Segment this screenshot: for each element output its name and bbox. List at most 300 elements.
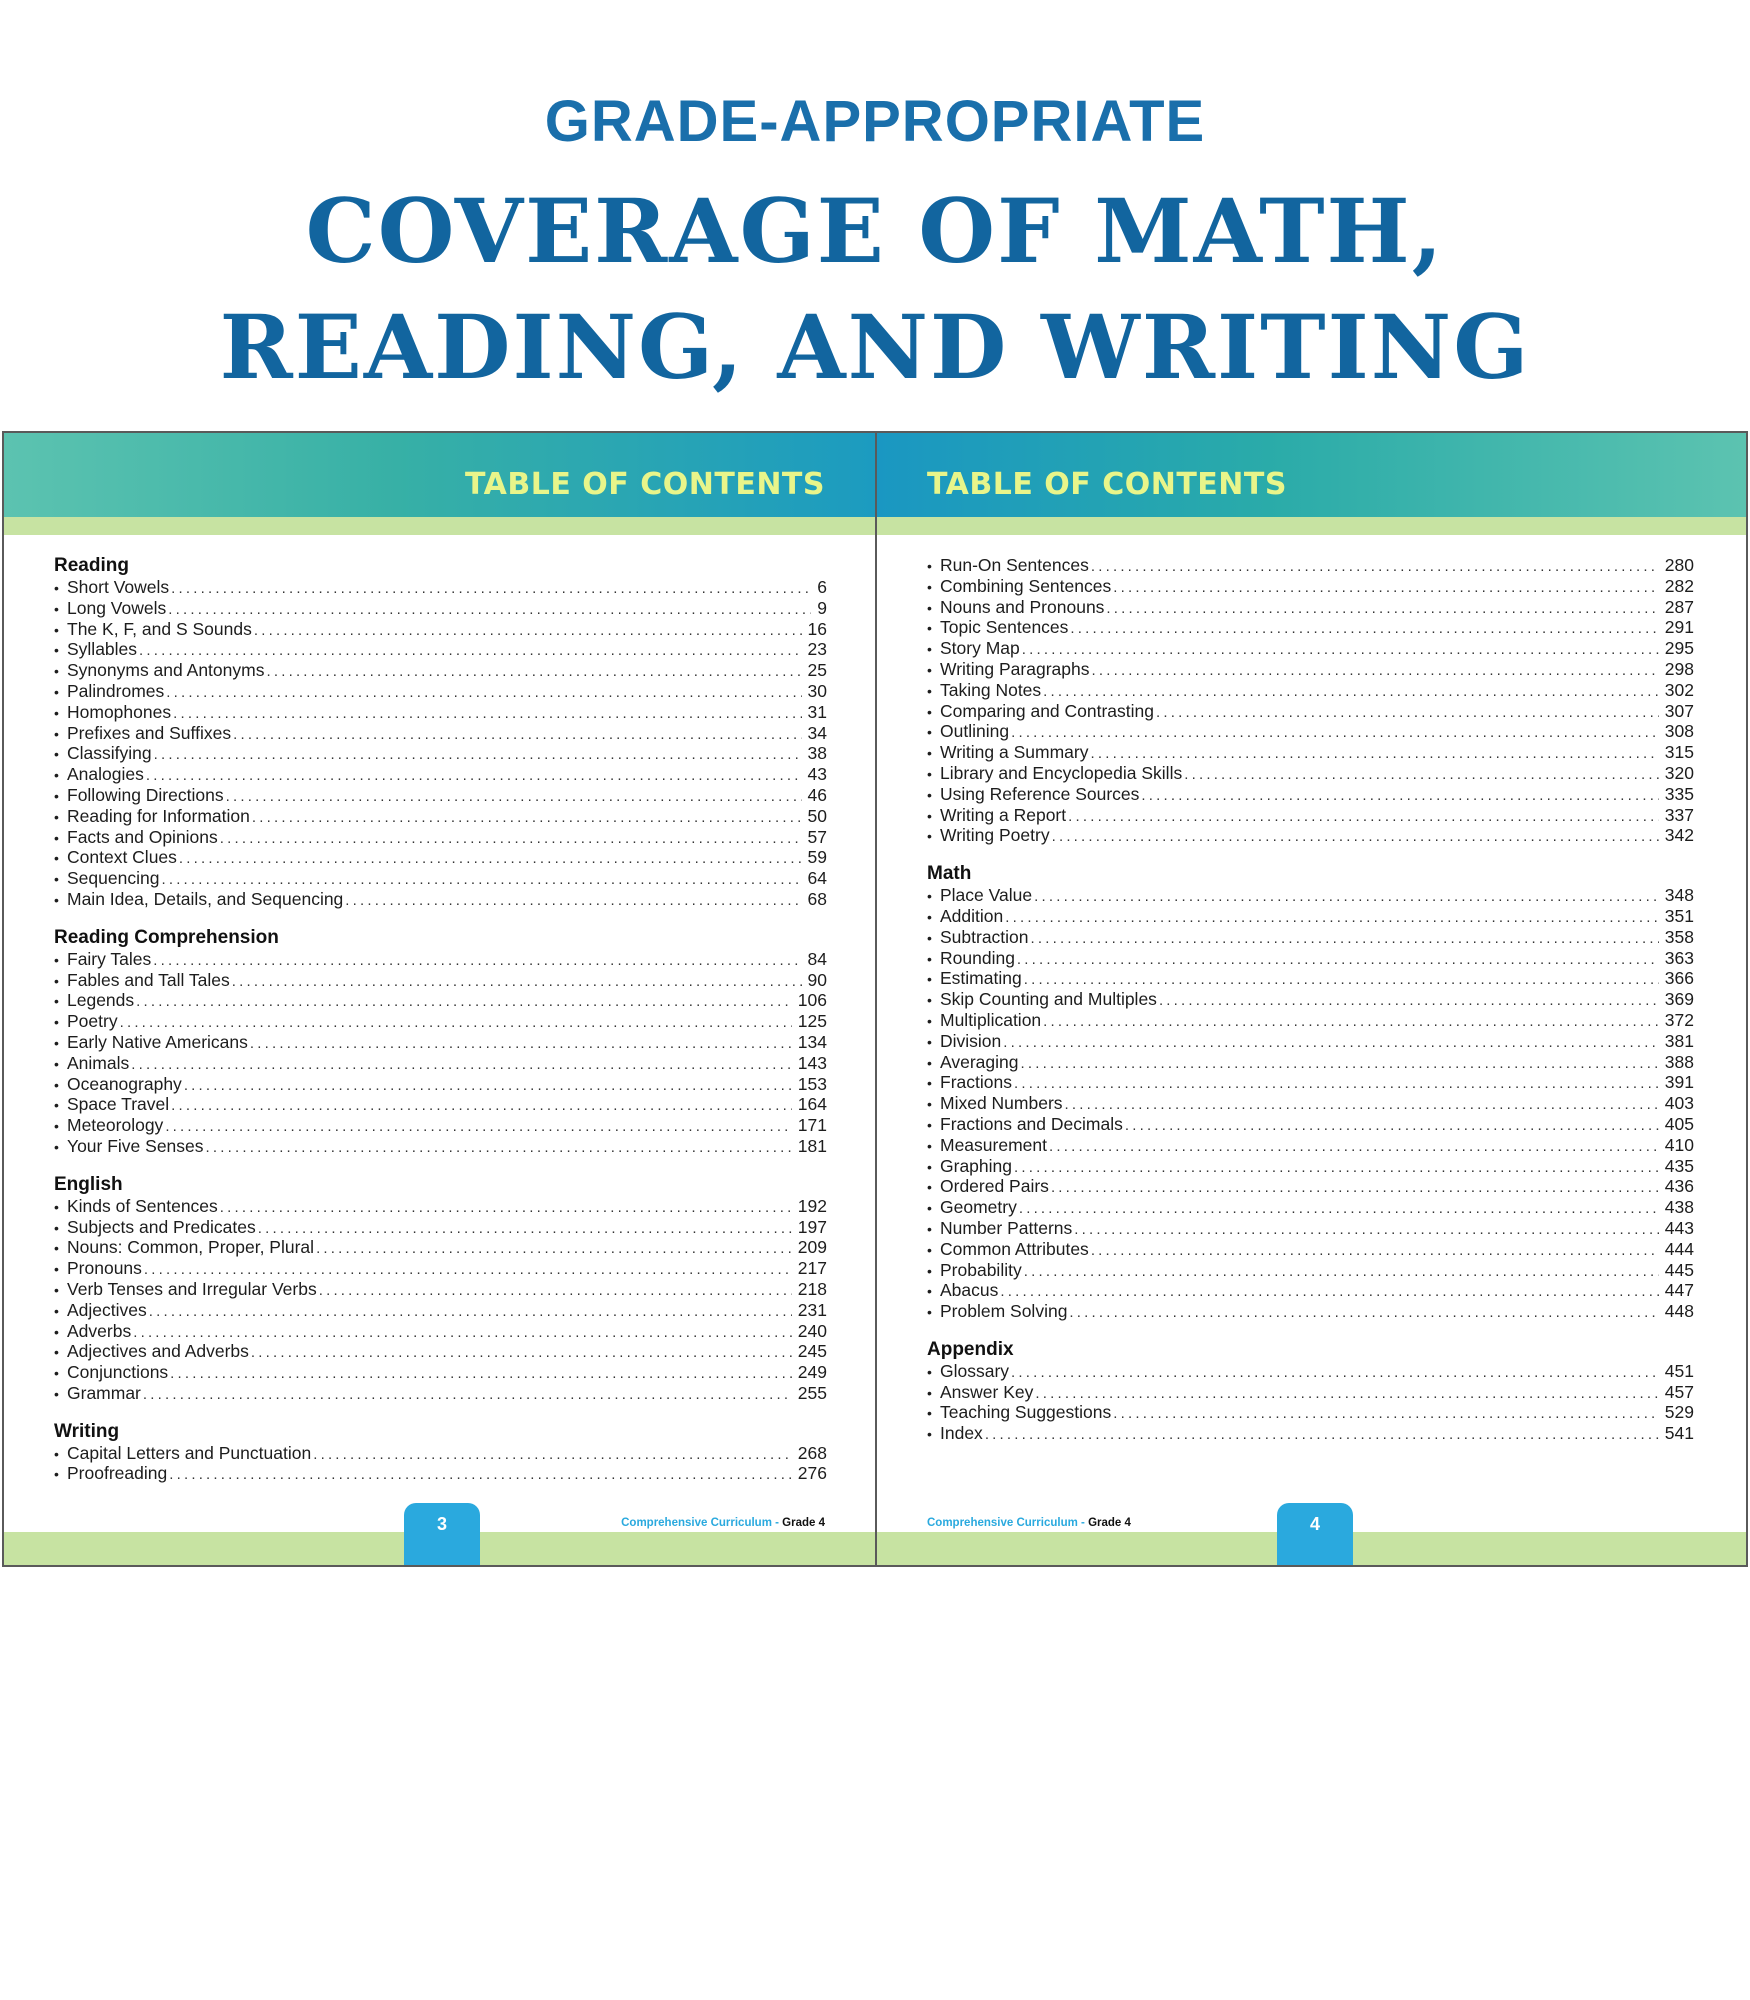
entry-page-number: 315 [1664,742,1694,763]
entry-label: Short Vowels [67,577,170,597]
dot-leader [1156,703,1659,724]
bullet-icon: • [54,1055,59,1072]
bullet-icon: • [54,1219,59,1236]
toc-entry [54,1217,827,1238]
entry-page-number: 410 [1664,1134,1694,1155]
toc-entry [927,1156,1694,1177]
entry-label: Writing Paragraphs [940,658,1090,679]
bullet-icon: • [54,683,59,700]
entry-label: Writing Poetry [940,825,1050,846]
dot-leader [171,1096,792,1117]
entry-page-number: 84 [807,948,827,969]
entry-label: Legends [67,990,135,1011]
toc-section [54,1421,827,1485]
bullet-icon: • [927,950,932,967]
dot-leader [144,1260,792,1281]
bullet-icon: • [927,641,932,658]
bullet-icon: • [927,599,932,616]
bullet-icon: • [927,1262,932,1279]
toc-entry [54,1237,827,1258]
entry-label: Facts and Opinions [67,826,218,847]
toc-list [927,555,1694,1461]
bullet-icon: • [54,1240,59,1257]
toc-entry [54,785,827,806]
dot-leader [251,1343,792,1364]
bullet-icon: • [54,871,59,888]
entry-page-number: 90 [807,969,827,990]
entry-label: Nouns: Common, Proper, Plural [67,1237,315,1258]
entry-page-number: 457 [1664,1381,1694,1402]
toc-section [54,555,827,910]
entry-label: Fractions and Decimals [940,1113,1123,1134]
dot-leader [166,683,801,704]
entry-page-number: 388 [1664,1051,1694,1072]
entry-page-number: 541 [1664,1423,1694,1444]
bullet-icon: • [54,1323,59,1340]
dot-leader [1091,661,1658,682]
bullet-icon: • [54,1466,59,1483]
bullet-icon: • [927,558,932,574]
toc-entry [54,1094,827,1115]
dot-leader [1090,744,1658,765]
toc-entry [927,680,1694,701]
toc-section [927,555,1694,846]
bullet-icon: • [54,951,59,968]
entry-label: Prefixes and Suffixes [67,722,232,743]
banner-stripe [877,517,1746,535]
toc-entry [927,721,1694,742]
dot-leader [136,992,792,1013]
toc-entry [54,1053,827,1074]
bullet-icon: • [927,1304,932,1321]
dot-leader [1043,1012,1659,1033]
credit-separator: - [771,1517,783,1529]
entry-page-number: 125 [797,1011,827,1032]
toc-entry [927,659,1694,680]
entry-label: Long Vowels [67,597,167,618]
page-number-tab: 3 [404,1503,480,1565]
entry-page-number: 46 [807,784,827,805]
entry-page-number: 282 [1664,575,1694,596]
bullet-icon: • [54,850,59,867]
dot-leader [1035,1384,1658,1405]
toc-entry [54,1443,827,1464]
toc-entry [54,702,827,723]
credit-grade: Grade 4 [1088,1517,1131,1529]
toc-entry [927,1072,1694,1093]
dot-leader [133,1323,792,1344]
hero-title-line2: READING, AND WRITING [219,295,1531,399]
banner-title: TABLE OF CONTENTS [465,467,825,502]
toc-entry [54,1032,827,1053]
toc-entry [54,1011,827,1032]
dot-leader [258,1219,792,1240]
dot-leader [206,1138,792,1159]
toc-section [54,1174,827,1404]
dot-leader [1000,1282,1658,1303]
entry-label: Combining Sentences [940,575,1112,596]
toc-entry [927,638,1694,659]
entry-page-number: 30 [807,680,827,701]
toc-entry [54,1258,827,1279]
bullet-icon: • [54,787,59,804]
entry-label: Index [940,1423,983,1444]
bullet-icon: • [927,1179,932,1196]
dot-leader [220,829,802,850]
toc-entry [927,1093,1694,1114]
entry-page-number: 34 [807,722,827,743]
dot-leader [161,870,801,891]
hero-title-line1: COVERAGE OF MATH, [305,179,1445,283]
bullet-icon: • [54,1076,59,1093]
entry-page-number: 320 [1664,762,1694,783]
toc-entry [927,1135,1694,1156]
toc-entry [927,885,1694,906]
bullet-icon: • [927,1075,932,1092]
entry-page-number: 363 [1664,947,1694,968]
toc-entry [54,1383,827,1404]
entry-label: Answer Key [940,1381,1034,1402]
dot-leader [1031,929,1659,950]
toc-entry [927,763,1694,784]
bullet-icon: • [927,888,932,905]
dot-leader [184,1076,792,1097]
dot-leader [1014,1158,1659,1179]
bullet-icon: • [54,1365,59,1382]
dot-leader [1070,619,1658,640]
dot-leader [131,1055,792,1076]
entry-page-number: 64 [807,868,827,889]
toc-entry [927,906,1694,927]
bullet-icon: • [927,661,932,678]
entry-page-number: 448 [1664,1301,1694,1322]
entry-label: Abacus [940,1280,999,1301]
toc-entry [927,555,1694,576]
credit-grade: Grade 4 [782,1517,825,1529]
entry-label: Context Clues [67,847,177,868]
toc-entry [54,889,827,910]
toc-entry [54,1300,827,1321]
entry-page-number: 23 [807,639,827,660]
entry-label: Mixed Numbers [940,1093,1063,1114]
toc-entry [927,968,1694,989]
toc-entry [927,784,1694,805]
dot-leader [254,621,802,642]
entry-page-number: 438 [1664,1197,1694,1218]
entry-page-number: 50 [807,805,827,826]
bullet-icon: • [54,1014,59,1031]
dot-leader [345,891,801,912]
dot-leader [170,1364,792,1385]
bullet-icon: • [927,971,932,988]
bullet-icon: • [927,1283,932,1300]
entry-page-number: 245 [797,1341,827,1362]
entry-page-number: 405 [1664,1113,1694,1134]
entry-label: Estimating [940,968,1022,989]
toc-entry [54,723,827,744]
bullet-icon: • [927,1137,932,1154]
dot-leader [1014,1074,1659,1095]
entry-page-number: 240 [797,1320,827,1341]
entry-page-number: 358 [1664,926,1694,947]
entry-page-number: 9 [817,597,827,618]
toc-entry [927,927,1694,948]
bullet-icon: • [927,1158,932,1175]
bullet-icon: • [927,1220,932,1237]
toc-entry [927,1402,1694,1423]
entry-label: Run-On Sentences [940,555,1089,575]
entry-label: Addition [940,905,1004,926]
bullet-icon: • [927,620,932,637]
bullet-icon: • [54,1344,59,1361]
toc-entry [927,1010,1694,1031]
entry-label: Synonyms and Antonyms [67,660,265,681]
entry-label: Graphing [940,1155,1012,1176]
entry-label: Library and Encyclopedia Skills [940,762,1183,783]
entry-page-number: 280 [1664,555,1694,575]
dot-leader [139,641,801,662]
toc-entry [54,990,827,1011]
entry-label: Outlining [940,721,1010,742]
bullet-icon: • [927,1096,932,1113]
bullet-icon: • [54,704,59,721]
bullet-icon: • [54,1118,59,1135]
toc-entry [927,825,1694,846]
entry-label: Averaging [940,1051,1019,1072]
dot-leader [319,1281,792,1302]
bullet-icon: • [927,908,932,925]
section-title: Math [927,863,972,885]
entry-page-number: 451 [1664,1360,1694,1381]
dot-leader [1017,950,1659,971]
entry-label: Space Travel [67,1094,170,1115]
entry-page-number: 337 [1664,804,1694,825]
left-page [4,433,877,1565]
entry-page-number: 16 [807,618,827,639]
entry-label: Sequencing [67,868,160,889]
entry-label: Subtraction [940,926,1029,947]
toc-entry [54,970,827,991]
bullet-icon: • [927,807,932,824]
dot-leader [1051,1178,1659,1199]
entry-page-number: 6 [817,577,827,597]
entry-page-number: 348 [1664,885,1694,906]
entry-label: Classifying [67,743,152,764]
toc-entry [54,1115,827,1136]
entry-page-number: 268 [797,1442,827,1463]
toc-entry [927,1197,1694,1218]
entry-label: Adjectives and Adverbs [67,1341,249,1362]
entry-page-number: 435 [1664,1155,1694,1176]
entry-page-number: 153 [797,1073,827,1094]
entry-page-number: 197 [797,1216,827,1237]
bullet-icon: • [927,1012,932,1029]
bullet-icon: • [54,663,59,680]
bullet-icon: • [927,1200,932,1217]
entry-page-number: 342 [1664,825,1694,846]
entry-label: Probability [940,1259,1022,1280]
dot-leader [1034,887,1659,908]
entry-label: Oceanography [67,1073,182,1094]
bullet-icon: • [927,1384,932,1401]
toc-entry [927,805,1694,826]
dot-leader [985,1425,1659,1446]
toc-entry [54,1321,827,1342]
entry-label: Subjects and Predicates [67,1216,256,1237]
bullet-icon: • [927,786,932,803]
entry-label: Grammar [67,1382,141,1403]
footer-credit [927,1517,1131,1529]
toc-entry [927,617,1694,638]
dot-leader [1011,723,1659,744]
toc-entry [54,743,827,764]
entry-label: Adjectives [67,1299,147,1320]
entry-label: Skip Counting and Multiples [940,989,1157,1010]
toc-entry [54,598,827,619]
entry-page-number: 43 [807,764,827,785]
entry-page-number: 287 [1664,596,1694,617]
entry-label: Reading for Information [67,805,250,826]
entry-page-number: 295 [1664,638,1694,659]
entry-label: Number Patterns [940,1217,1073,1238]
toc-entry [54,1362,827,1383]
section-title: Reading [54,555,129,576]
bullet-icon: • [54,767,59,784]
section-title: Appendix [927,1338,1014,1360]
credit-separator: - [1077,1517,1089,1529]
bullet-icon: • [54,580,59,596]
entry-page-number: 181 [797,1135,827,1156]
dot-leader [1113,1404,1659,1425]
dot-leader [250,1034,792,1055]
bullet-icon: • [54,993,59,1010]
bullet-icon: • [54,1281,59,1298]
entry-page-number: 302 [1664,679,1694,700]
dot-leader [165,1117,791,1138]
bullet-icon: • [54,1385,59,1402]
bullet-icon: • [927,1241,932,1258]
bullet-icon: • [927,745,932,762]
toc-entry [927,1031,1694,1052]
entry-page-number: 436 [1664,1176,1694,1197]
entry-page-number: 209 [797,1237,827,1258]
toc-entry [54,1196,827,1217]
bullet-icon: • [54,808,59,825]
entry-page-number: 366 [1664,968,1694,989]
toc-entry [927,1239,1694,1260]
entry-page-number: 31 [807,701,827,722]
bullet-icon: • [927,682,932,699]
dot-leader [1113,578,1659,599]
entry-label: Analogies [67,764,144,785]
bullet-icon: • [54,1445,59,1462]
entry-label: Adverbs [67,1320,132,1341]
dot-leader [1065,1095,1659,1116]
entry-page-number: 381 [1664,1030,1694,1051]
entry-page-number: 164 [797,1094,827,1115]
book-spread [2,431,1748,1567]
dot-leader [1022,640,1659,661]
entry-page-number: 308 [1664,721,1694,742]
bullet-icon: • [927,1426,932,1443]
entry-page-number: 298 [1664,658,1694,679]
toc-entry [927,597,1694,618]
dot-leader [1068,807,1659,828]
entry-page-number: 68 [807,888,827,909]
dot-leader [1024,1262,1659,1283]
toc-entry [54,764,827,785]
bullet-icon: • [927,1363,932,1380]
entry-page-number: 529 [1664,1402,1694,1423]
bullet-icon: • [927,724,932,741]
dot-leader [168,600,811,621]
bullet-icon: • [54,600,59,617]
entry-label: Kinds of Sentences [67,1195,218,1216]
entry-label: Writing a Report [940,804,1067,825]
toc-entry [54,1136,827,1157]
toc-entry [927,948,1694,969]
bullet-icon: • [927,578,932,595]
bullet-icon: • [54,829,59,846]
entry-page-number: 403 [1664,1093,1694,1114]
bullet-icon: • [54,621,59,638]
entry-page-number: 276 [797,1463,827,1484]
entry-label: Fables and Tall Tales [67,969,230,990]
dot-leader [1125,1116,1659,1137]
toc-entry [927,1423,1694,1444]
entry-page-number: 369 [1664,989,1694,1010]
toc-entry [54,660,827,681]
bullet-icon: • [927,929,932,946]
toc-entry [54,577,827,598]
entry-label: Glossary [940,1360,1010,1381]
bullet-icon: • [54,642,59,659]
bullet-icon: • [54,1138,59,1155]
entry-page-number: 307 [1664,700,1694,721]
toc-entry [927,1280,1694,1301]
dot-leader [266,662,801,683]
bullet-icon: • [927,1054,932,1071]
banner-stripe [4,517,875,535]
entry-label: Topic Sentences [940,617,1069,638]
entry-label: Verb Tenses and Irregular Verbs [67,1278,317,1299]
dot-leader [1074,1220,1659,1241]
entry-page-number: 255 [797,1382,827,1403]
entry-label: Fairy Tales [67,948,152,969]
toc-entry [927,1260,1694,1281]
dot-leader [173,704,801,725]
bullet-icon: • [927,765,932,782]
toc-entry [54,827,827,848]
bullet-icon: • [927,828,932,845]
bullet-icon: • [927,1033,932,1050]
entry-label: Poetry [67,1011,118,1032]
bullet-icon: • [54,972,59,989]
entry-label: Nouns and Pronouns [940,596,1105,617]
entry-label: Main Idea, Details, and Sequencing [67,888,344,909]
entry-page-number: 192 [797,1195,827,1216]
entry-page-number: 372 [1664,1009,1694,1030]
entry-label: Taking Notes [940,679,1042,700]
entry-label: Comparing and Contrasting [940,700,1155,721]
entry-page-number: 25 [807,660,827,681]
entry-label: Writing a Summary [940,742,1089,763]
entry-label: Fractions [940,1072,1012,1093]
hero-kicker: GRADE-APPROPRIATE [544,89,1206,154]
toc-entry [54,1463,827,1484]
toc-entry [927,1114,1694,1135]
dot-leader [313,1445,792,1466]
